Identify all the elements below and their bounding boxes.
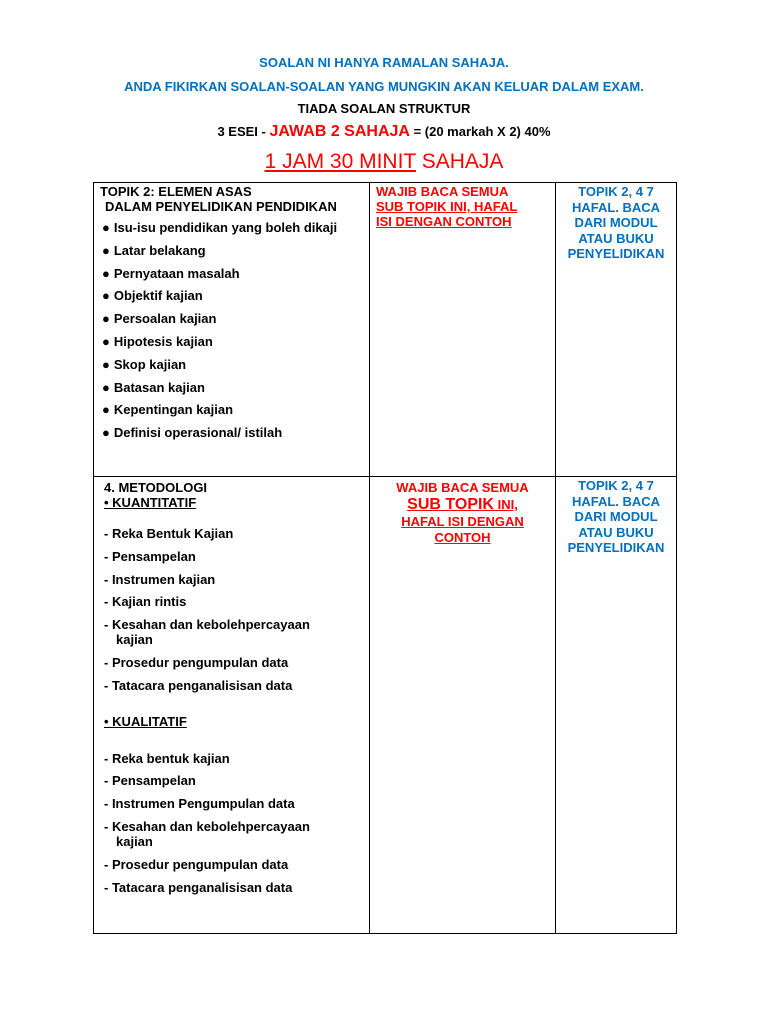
- note-line: WAJIB BACA SEMUA: [376, 184, 509, 199]
- list-item-text: Definisi operasional/ istilah: [113, 425, 283, 441]
- metodologi-side-note: [556, 477, 676, 556]
- list-item: [102, 402, 369, 425]
- list-item-text: - Reka bentuk kajian: [104, 750, 230, 766]
- note-line: ISI DENGAN CONTOH: [376, 214, 512, 229]
- header-line-3: TIADA SOALAN STRUKTUR: [297, 101, 471, 116]
- side-note-line: HAFAL. BACA: [571, 493, 661, 509]
- list-item: [104, 773, 369, 788]
- kuantitatif-list: [94, 526, 369, 693]
- list-item: [102, 357, 369, 380]
- list-item: [104, 549, 369, 564]
- bullet-icon: ●: [102, 311, 110, 327]
- list-item-text: - Instrumen kajian: [104, 571, 216, 587]
- topics-table: [93, 182, 677, 934]
- list-item-text: - Pensampelan: [104, 773, 196, 789]
- bullet-icon: ●: [102, 356, 110, 372]
- note-small-text: INI,: [493, 497, 518, 512]
- list-item-text: Objektif kajian: [113, 288, 203, 304]
- side-note-line: PENYELIDIKAN: [567, 540, 665, 555]
- metodologi-cell: [94, 477, 370, 934]
- table-row: [94, 183, 677, 477]
- list-item: [102, 288, 369, 311]
- list-item: [102, 334, 369, 357]
- list-item-text: Isu-isu pendidikan yang boleh dikaji: [113, 220, 338, 235]
- list-item-text: Batasan kajian: [113, 379, 205, 395]
- list-item-text: - Instrumen Pengumpulan data: [104, 796, 295, 812]
- note-line: [370, 495, 555, 514]
- exam-format-prefix: 3 ESEI -: [217, 124, 270, 139]
- bullet-icon: ●: [102, 242, 110, 258]
- list-item: [104, 880, 369, 895]
- topic-2-note: [370, 183, 555, 229]
- list-item: [102, 266, 369, 289]
- side-note-line: PENYELIDIKAN: [567, 246, 665, 261]
- topic-2-list: [94, 220, 369, 448]
- list-item-text: Kepentingan kajian: [113, 402, 234, 418]
- list-item: [102, 220, 369, 243]
- list-item-text: Persoalan kajian: [113, 311, 217, 327]
- bullet-icon: ●: [102, 425, 110, 441]
- duration-underlined: 1 JAM 30 MINIT: [264, 150, 416, 173]
- kualitatif-heading: • KUALITATIF: [104, 713, 187, 729]
- list-item-text: - Kesahan dan kebolehpercayaan: [104, 617, 310, 633]
- note-line: SUB TOPIK INI, HAFAL: [376, 199, 518, 214]
- list-item-text: - Tatacara penganalisisan data: [104, 677, 293, 693]
- note-line: CONTOH: [434, 530, 491, 545]
- list-item: [104, 751, 369, 766]
- bullet-icon: ●: [102, 402, 110, 418]
- topic-2-title-line2: DALAM PENYELIDIKAN PENDIDIKAN: [105, 199, 337, 214]
- header-line-1: SOALAN NI HANYA RAMALAN SAHAJA.: [259, 55, 509, 70]
- side-note-line: ATAU BUKU: [578, 230, 654, 246]
- side-note-line: DARI MODUL: [574, 509, 658, 524]
- side-note-line: TOPIK 2, 4 7: [578, 478, 654, 493]
- list-item: [104, 526, 369, 541]
- list-item-text: Skop kajian: [113, 356, 187, 372]
- side-note-line: HAFAL. BACA: [571, 199, 661, 215]
- list-item: [102, 311, 369, 334]
- duration-rest: SAHAJA: [415, 150, 504, 173]
- metodologi-note-cell: [370, 477, 556, 934]
- bullet-icon: ●: [102, 288, 110, 304]
- list-item: [104, 617, 369, 647]
- list-item-text: Pernyataan masalah: [113, 265, 240, 281]
- metodologi-note: [370, 477, 555, 546]
- note-big-text: SUB TOPIK: [407, 496, 494, 513]
- list-item-continuation: kajian: [116, 632, 153, 648]
- kuantitatif-heading: • KUANTITATIF: [104, 495, 197, 510]
- topic-2-title: [94, 183, 369, 214]
- topic-2-side-note: [556, 183, 676, 262]
- note-line: HAFAL ISI DENGAN: [401, 514, 524, 529]
- list-item: [104, 572, 369, 587]
- side-note-line: TOPIK 2, 4 7: [578, 184, 654, 199]
- duration-line: [0, 150, 768, 174]
- list-item: [102, 243, 369, 266]
- list-item-text: Hipotesis kajian: [113, 333, 213, 349]
- kualitatif-list: [94, 751, 369, 895]
- list-item-text: Latar belakang: [113, 242, 206, 258]
- list-item-text: - Tatacara penganalisisan data: [104, 879, 293, 895]
- list-item-continuation: kajian: [116, 833, 153, 849]
- list-item: [104, 857, 369, 872]
- exam-format-suffix: = (20 markah X 2) 40%: [409, 124, 551, 139]
- side-note-line: DARI MODUL: [574, 215, 658, 230]
- list-item-text: - Reka Bentuk Kajian: [104, 526, 234, 541]
- table-row: [94, 477, 677, 934]
- list-item: [104, 678, 369, 693]
- bullet-icon: ●: [102, 265, 110, 281]
- list-item-text: - Pensampelan: [104, 548, 196, 564]
- list-item: [104, 594, 369, 609]
- topic-2-cell: [94, 183, 370, 477]
- bullet-icon: ●: [102, 333, 110, 349]
- header-line-2: ANDA FIKIRKAN SOALAN-SOALAN YANG MUNGKIN AKAN KELUAR DALAM EXAM.: [124, 79, 644, 94]
- header-line-4: [0, 123, 768, 141]
- list-item-text: - Kajian rintis: [104, 594, 187, 610]
- metodologi-title: 4. METODOLOGI: [104, 480, 208, 495]
- exam-format-highlight: JAWAB 2 SAHAJA: [269, 123, 410, 140]
- list-item: [102, 425, 369, 448]
- topic-2-title-line1: TOPIK 2: ELEMEN ASAS: [100, 184, 252, 199]
- list-item: [104, 819, 369, 849]
- list-item-text: - Prosedur pengumpulan data: [104, 856, 289, 872]
- list-item: [104, 796, 369, 811]
- topic-2-side-cell: [556, 183, 677, 477]
- bullet-icon: ●: [102, 379, 110, 395]
- list-item: [102, 380, 369, 403]
- list-item: [104, 655, 369, 670]
- list-item-text: - Kesahan dan kebolehpercayaan: [104, 818, 310, 834]
- metodologi-side-cell: [556, 477, 677, 934]
- note-line: WAJIB BACA SEMUA: [396, 480, 529, 495]
- side-note-line: ATAU BUKU: [578, 524, 654, 540]
- bullet-icon: ●: [102, 220, 110, 235]
- topic-2-note-cell: [370, 183, 556, 477]
- list-item-text: - Prosedur pengumpulan data: [104, 654, 289, 670]
